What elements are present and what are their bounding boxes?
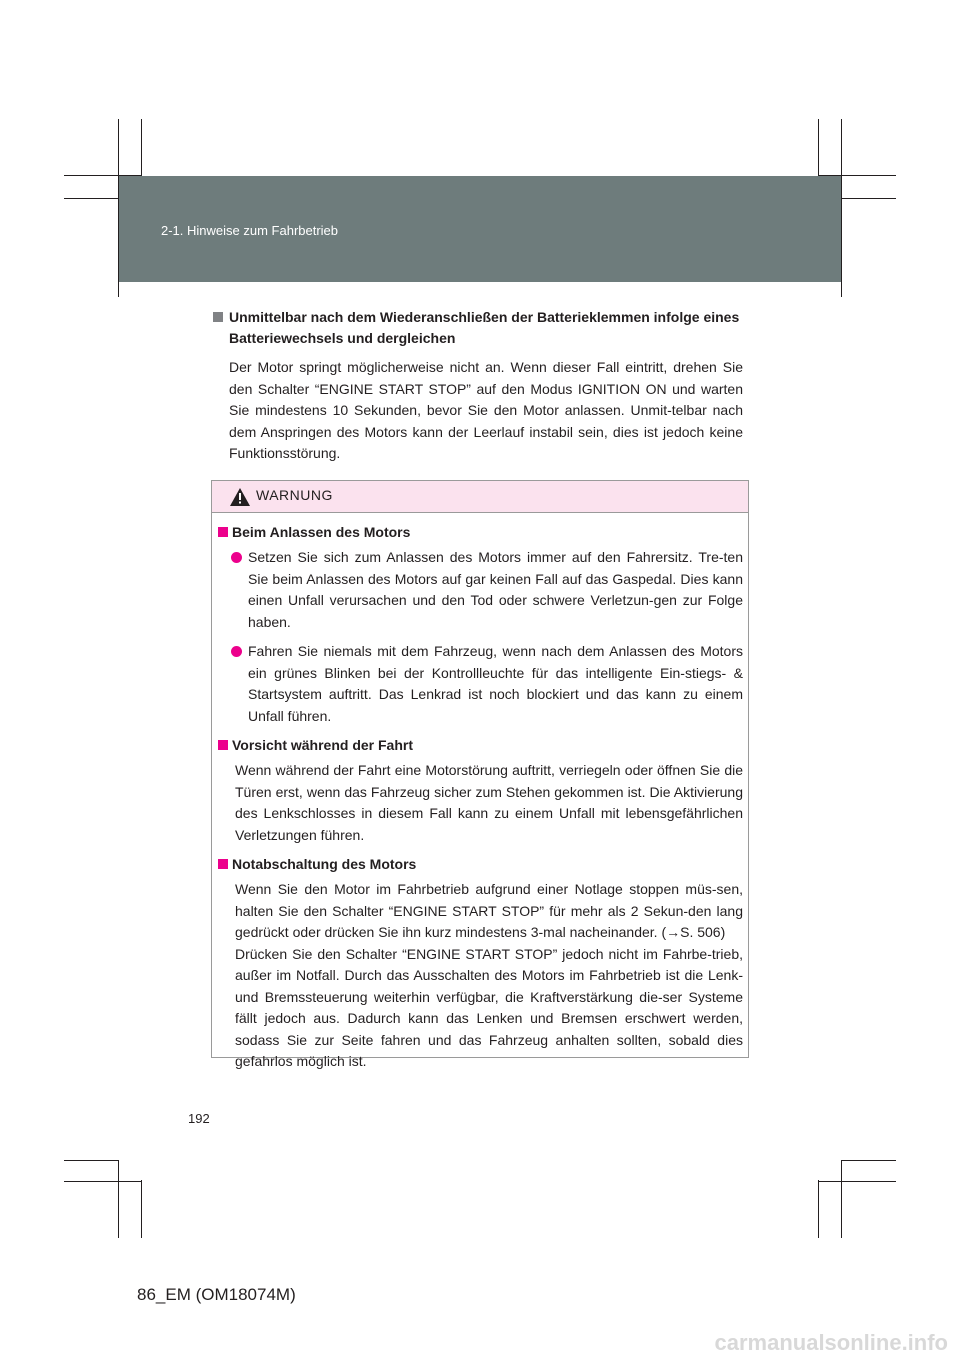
square-bullet-icon <box>218 527 228 537</box>
crop-mark <box>141 1180 142 1238</box>
warning-section-heading: Beim Anlassen des Motors <box>218 522 743 543</box>
crop-mark <box>64 198 119 199</box>
intro-heading: Unmittelbar nach dem Wiederanschließen der Batterieklemmen infolge eines Batteriewechsels und dergleichen <box>213 307 743 349</box>
warning-title: WARNUNG <box>256 487 333 503</box>
square-bullet-icon <box>218 740 228 750</box>
crop-mark <box>818 1180 819 1238</box>
crop-mark <box>118 1160 119 1238</box>
square-bullet-icon <box>213 312 223 322</box>
crop-mark <box>818 1181 896 1182</box>
crop-mark <box>841 1160 896 1161</box>
crop-mark <box>841 198 896 199</box>
warning-section-heading: Notabschaltung des Motors <box>218 854 743 875</box>
intro-body: Der Motor springt möglicherweise nicht an. Wenn dieser Fall eintritt, drehen Sie den Schalter “ENGINE START STOP” auf den Modus IGNITION ON und warten Sie mindestens 10 Sekunden, bevor Sie den Motor anlassen. Unmit-telbar nach dem Anspringen des Motors kann der Leerlauf instabil sein, dies ist jedoch keine Funktionsstörung. <box>229 359 743 461</box>
crop-mark <box>141 119 142 177</box>
crop-mark <box>841 119 842 297</box>
list-item: Fahren Sie niemals mit dem Fahrzeug, wenn nach dem Anlassen des Motors ein grünes Blinken bei der Kontrollleuchte für das intelligente Ein-stiegs- & Startsystem auftritt. Das Lenkrad ist noch blockiert und das kann zu einem Unfall führen. <box>218 641 743 727</box>
list-item: Setzen Sie sich zum Anlassen des Motors immer auf den Fahrersitz. Tre-ten Sie beim Anlassen des Motors auf gar keinen Fall auf das Gaspedal. Dies kann einen Unfall verursachen und den Tod oder schwere Verletzun-gen zur Folge haben. <box>218 547 743 633</box>
square-bullet-icon <box>218 859 228 869</box>
warning-box <box>211 480 749 1069</box>
warning-paragraph: Wenn während der Fahrt eine Motorstörung auftritt, verriegeln oder öffnen Sie die Türen erst, wenn das Fahrzeug sicher zum Stehen gekommen ist. Die Aktivierung des Lenkschlosses in diesem Fall kann zu einem Unfall mit lebensgefährlichen Verletzungen führen. <box>235 762 743 843</box>
intro-section <box>213 307 743 465</box>
circle-bullet-icon <box>231 646 242 657</box>
warning-header <box>212 481 748 513</box>
warning-section-heading: Vorsicht während der Fahrt <box>218 735 743 756</box>
page-number: 192 <box>188 1111 210 1126</box>
crop-mark <box>64 1181 142 1182</box>
warning-paragraph: Drücken Sie den Schalter “ENGINE START STOP” jedoch nicht im Fahrbe-trieb, außer im Notfall. Durch das Ausschalten des Motors im Fahrbetrieb ist die Lenk- und Bremssteuerung weiterhin verfügbar, die Kraftverstärkung die-ser Systeme fällt jedoch aus. Dadurch kann das Lenken und Bremsen erschwert werden, sodass Sie zur Seite fahren und das Fahrzeug anhalten sollten, sobald dies gefahrlos möglich ist. <box>235 945 743 1069</box>
circle-bullet-icon <box>231 552 242 563</box>
watermark: carmanualsonline.info <box>714 1330 948 1355</box>
warning-triangle-icon <box>229 487 251 507</box>
warning-body <box>218 522 743 1081</box>
document-code: 86_EM (OM18074M) <box>137 1285 296 1304</box>
section-title: 2-1. Hinweise zum Fahrbetrieb <box>161 223 339 238</box>
crop-mark <box>841 1160 842 1238</box>
crop-mark <box>818 119 819 177</box>
crop-mark <box>64 1160 119 1161</box>
warning-paragraph: Wenn Sie den Motor im Fahrbetrieb aufgrund einer Notlage stoppen müs-sen, halten Sie den Schalter “ENGINE START STOP” für mehr als 2 Sekun-den lang gedrückt oder drücken Sie ihn kurz mindestens 3-mal nacheinander. (→S. 506) <box>235 881 743 940</box>
